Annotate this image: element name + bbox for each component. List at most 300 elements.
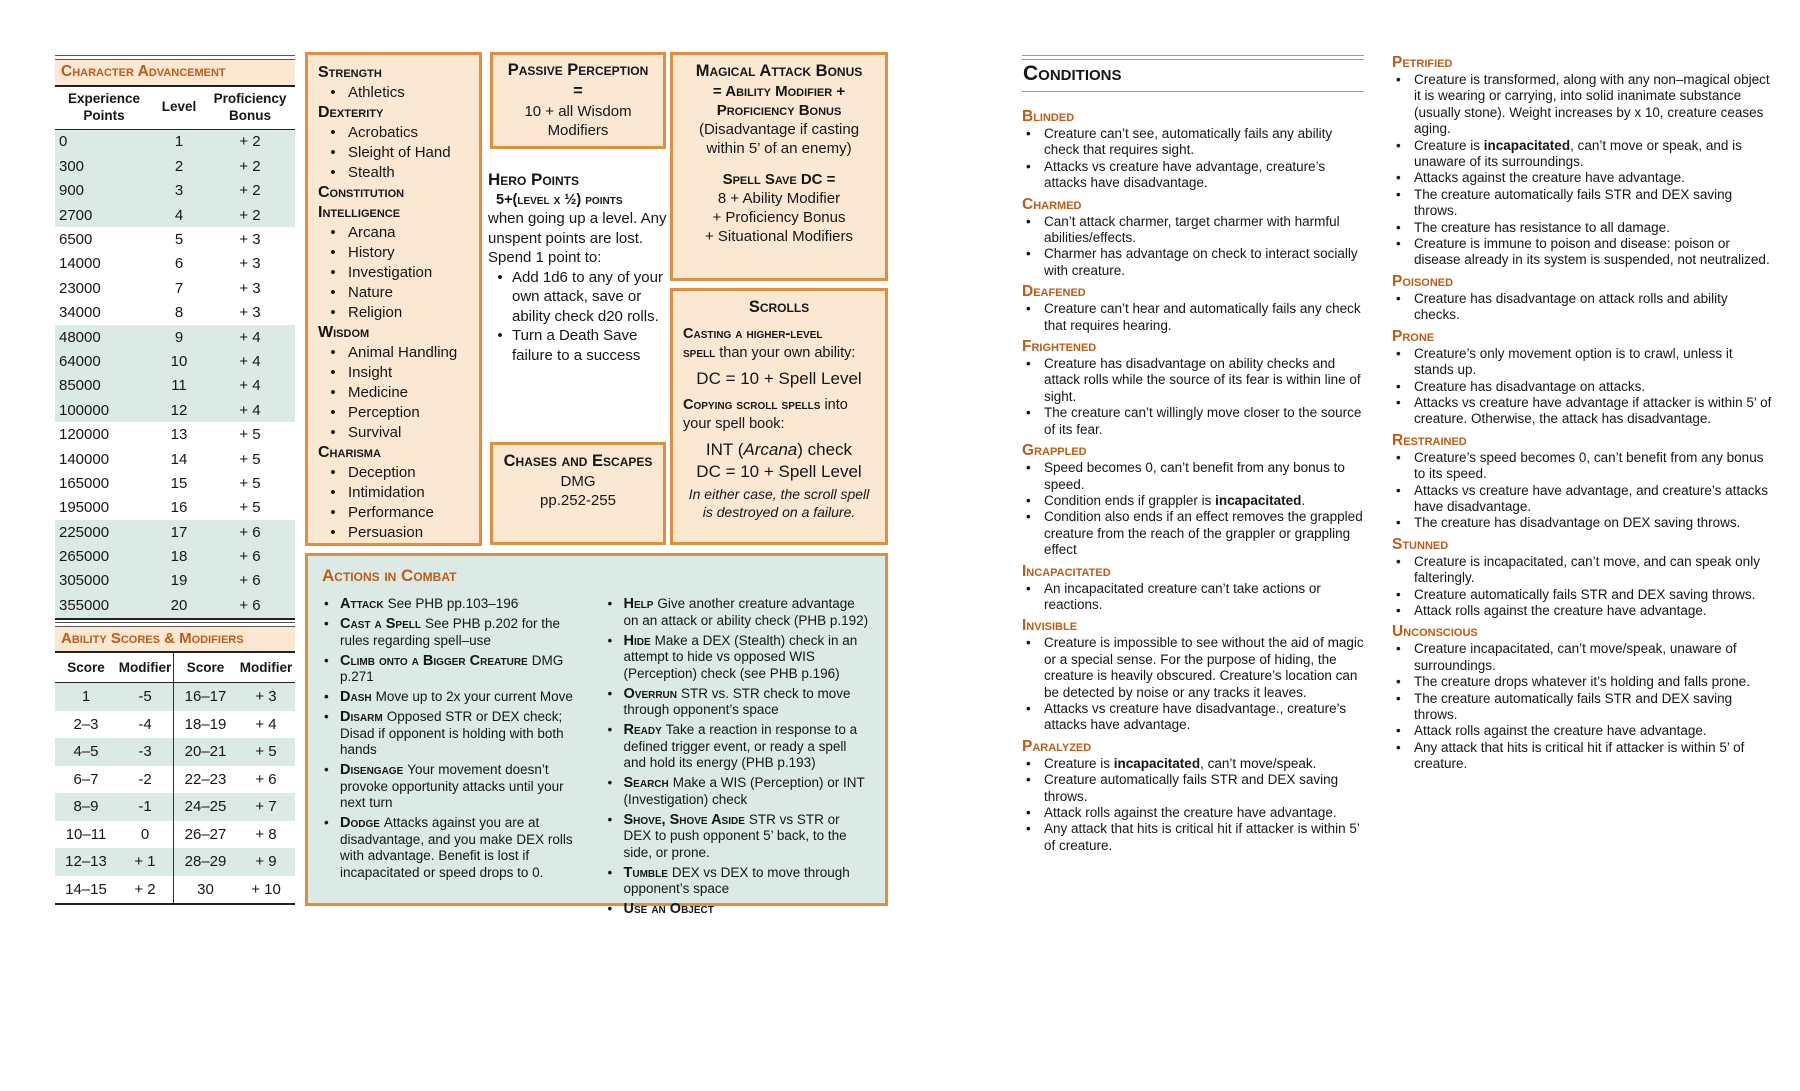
- condition-name: Grappled: [1022, 442, 1087, 460]
- action-text: [340, 815, 588, 881]
- condition-bullet-text: Creature is immune to poison and disease: poison or disease already in its system is suspended, not neutralized.: [1414, 236, 1770, 268]
- bullet-icon: •: [330, 144, 336, 161]
- bullet-icon: •: [1026, 821, 1031, 837]
- skill-label: Perception: [348, 404, 420, 421]
- character-advancement-panel: [55, 55, 295, 620]
- cell: 9: [174, 328, 184, 346]
- condition-bullet-text: Creature is transformed, along with any non–magical object it is wearing or carrying, into solid inanimate substance (usually stone). Weight increases by x 10, creature ceases aging.: [1414, 72, 1770, 137]
- skill-label: Acrobatics: [348, 124, 419, 141]
- table-row: [55, 130, 295, 154]
- skill-label: Insight: [348, 364, 393, 381]
- cell: 100000: [59, 401, 110, 419]
- bullet-icon: •: [1026, 356, 1031, 372]
- cell: 23000: [59, 279, 101, 297]
- condition-bullet: [1392, 346, 1772, 379]
- table-row: [55, 300, 295, 324]
- cell: 17: [170, 523, 188, 541]
- bullet-icon: •: [330, 344, 336, 361]
- skill-item: [318, 263, 473, 283]
- condition-bullet: [1392, 515, 1772, 531]
- condition-name: Incapacitated: [1022, 562, 1111, 580]
- action-desc: See PHB p.202 for the rules regarding spell–use: [340, 616, 561, 648]
- action-text: [340, 653, 588, 686]
- bullet-icon: •: [607, 775, 613, 790]
- cell: + 2: [134, 880, 156, 898]
- cell: 7: [174, 279, 184, 297]
- action-desc: Attacks against you are at disadvantage, and you make DEX rolls with advantage. Benefit is lost if incapacitated or speed drops to 0.: [340, 815, 573, 880]
- hero-points-panel: [488, 170, 670, 365]
- table-header: [55, 87, 295, 130]
- bullet-icon: •: [607, 685, 613, 701]
- skill-label: History: [348, 244, 395, 261]
- action-item: [606, 686, 872, 719]
- cell: + 6: [239, 548, 261, 566]
- condition-bullet: [1392, 554, 1772, 587]
- cell: 0: [140, 825, 150, 843]
- cell: + 6: [239, 572, 261, 590]
- condition-bullet-text: An incapacitated creature can’t take actions or reactions.: [1044, 580, 1321, 612]
- condition-bullet-text: Creature’s speed becomes 0, can’t benefit from any bonus to its speed.: [1414, 449, 1764, 482]
- bullet-icon: •: [1396, 170, 1401, 186]
- bullet-icon: •: [1396, 674, 1401, 690]
- bullet-icon: •: [1026, 580, 1031, 596]
- skill-item: [318, 423, 473, 443]
- magical-attack-caveat: (Disadvantage if casting within 5’ of an enemy): [698, 121, 860, 157]
- condition-bullet-text: Creature automatically fails STR and DEX saving throws.: [1414, 586, 1756, 602]
- ability-name: Intelligence: [318, 204, 401, 221]
- condition-bullet: [1392, 72, 1772, 138]
- condition-bullet-text: Creature can’t hear and automatically fails any check that requires hearing.: [1044, 301, 1361, 333]
- table-row: [55, 276, 295, 300]
- scrolls-panel: [670, 288, 888, 545]
- action-item: [322, 689, 588, 706]
- action-item: [606, 596, 872, 629]
- cell: 85000: [59, 377, 101, 395]
- hero-points-list: [488, 268, 670, 366]
- cell: 14000: [59, 255, 101, 273]
- condition-name: Restrained: [1392, 431, 1467, 449]
- action-desc: DEX vs DEX to move through opponent’s space: [623, 864, 850, 896]
- cell: -5: [138, 688, 152, 706]
- table-row: [55, 252, 295, 276]
- cell: 900: [59, 182, 85, 200]
- condition-bullet: [1392, 587, 1772, 603]
- chases-book: DMG: [560, 473, 596, 490]
- bullet-icon: •: [1026, 492, 1031, 508]
- bullet-icon: •: [607, 632, 613, 648]
- bullet-icon: •: [330, 524, 336, 541]
- conditions-column-1: [1022, 104, 1364, 854]
- actions-column-2: [606, 596, 872, 921]
- cell: 265000: [59, 548, 110, 566]
- skill-label: Sleight of Hand: [348, 144, 451, 161]
- cell: + 2: [239, 206, 261, 224]
- condition-bullet: [1392, 674, 1772, 690]
- action-item: [606, 633, 872, 683]
- bullet-icon: •: [1026, 805, 1031, 820]
- skill-label: Nature: [348, 284, 394, 301]
- condition-bullet: [1392, 723, 1772, 739]
- action-term: Disengage: [340, 762, 404, 778]
- cell: 19: [170, 572, 188, 590]
- skill-item: [318, 143, 473, 163]
- ability-scores-title: Ability Scores & Modifiers: [55, 627, 295, 653]
- bullet-icon: •: [330, 124, 336, 141]
- cell: 14–15: [65, 880, 107, 898]
- cell: 1: [81, 688, 91, 706]
- condition-bullet: [1022, 509, 1364, 558]
- condition-bullet: [1022, 301, 1364, 334]
- cell: 300: [59, 157, 85, 175]
- condition-name: Stunned: [1392, 535, 1449, 553]
- skill-label: Intimidation: [348, 484, 425, 501]
- table-row: [55, 154, 295, 178]
- table-row: [55, 876, 295, 904]
- condition-name: Frightened: [1022, 338, 1097, 356]
- condition-bullet: [1022, 159, 1364, 192]
- skill-item: [318, 123, 473, 143]
- cell: + 7: [255, 798, 277, 816]
- skill-item: [318, 223, 473, 243]
- cell: 34000: [59, 304, 101, 322]
- column-header: Proficiency Bonus: [213, 91, 287, 123]
- magical-attack-title: Magical Attack Bonus: [695, 62, 863, 80]
- scrolls-copying-rest: into your spell book:: [683, 397, 848, 432]
- chases-pages: pp.252-255: [540, 492, 616, 509]
- bullet-icon: •: [1026, 301, 1031, 317]
- skill-label: Arcana: [348, 224, 396, 241]
- skill-label: Athletics: [348, 84, 405, 101]
- condition-bullet-text: Attacks against the creature have advantage.: [1414, 170, 1685, 186]
- hero-points-formula: 5+(level x ½) points: [496, 192, 623, 208]
- table-row: [55, 738, 295, 766]
- table-header: [55, 653, 295, 683]
- bullet-icon: •: [330, 484, 336, 501]
- condition-bullet-text: Creature’s only movement option is to crawl, unless it stands up.: [1414, 345, 1733, 378]
- action-term: Dash: [340, 689, 372, 705]
- condition-bullet: [1392, 483, 1772, 516]
- action-text: [624, 686, 872, 719]
- table-row: [55, 593, 295, 617]
- condition-bullet: [1392, 395, 1772, 428]
- bullet-icon: •: [330, 284, 336, 301]
- ability-name: Dexterity: [318, 104, 384, 121]
- cell: + 4: [239, 401, 261, 419]
- spell-save-line: + Proficiency Bonus: [712, 209, 846, 226]
- table-row: [55, 325, 295, 349]
- cell: + 6: [255, 770, 277, 788]
- condition-bullet: [1022, 805, 1364, 821]
- bullet-icon: •: [324, 652, 329, 668]
- condition-bullet-text: Creature has disadvantage on ability checks and attack rolls while the source of its fear is within line of sight.: [1044, 356, 1361, 404]
- cell: + 2: [239, 182, 261, 200]
- table-row: [55, 349, 295, 373]
- cell: + 4: [255, 715, 277, 733]
- abilities-skills-panel: [305, 52, 482, 546]
- action-item: [322, 815, 588, 881]
- bullet-icon: •: [607, 864, 613, 880]
- cell: 195000: [59, 499, 110, 517]
- action-term: Shove, Shove Aside: [623, 811, 745, 828]
- condition-bullet-text: Attack rolls against the creature have advantage.: [1414, 723, 1707, 739]
- cell: 18: [170, 548, 188, 566]
- cell: -1: [138, 798, 152, 816]
- rule: [55, 903, 295, 905]
- condition-bullet-text: Attacks vs creature have advantage if attacker is within 5’ of creature. Otherwise, the attack has disadvantage.: [1414, 394, 1772, 427]
- bullet-icon: •: [324, 815, 329, 830]
- table-row: [55, 179, 295, 203]
- chases-escapes-panel: [490, 442, 666, 545]
- condition-name: Prone: [1392, 327, 1435, 345]
- cell: 8: [174, 304, 184, 322]
- cell: 165000: [59, 474, 110, 492]
- cell: 120000: [59, 426, 110, 444]
- condition-bullet: [1022, 635, 1364, 701]
- magical-attack-modifier-line: = Ability Modifier + Proficiency Bonus: [712, 83, 846, 119]
- condition-bullet: [1022, 701, 1364, 734]
- ability-name: Wisdom: [318, 324, 370, 341]
- skill-label: Religion: [348, 304, 403, 321]
- condition-bullet-text: Speed becomes 0, can’t benefit from any bonus to speed.: [1044, 460, 1345, 492]
- cell: + 3: [239, 231, 261, 248]
- action-term: Tumble: [623, 864, 668, 881]
- cell: 305000: [59, 572, 110, 590]
- cell: 20–21: [173, 738, 237, 766]
- table-row: [55, 848, 295, 876]
- skill-item: [318, 283, 473, 303]
- spell-save-title: Spell Save DC =: [722, 171, 836, 188]
- ability-scores-panel: [55, 622, 295, 905]
- hero-points-text: when going up a level. Any unspent points are lost.: [488, 210, 667, 247]
- cell: -3: [138, 743, 152, 761]
- skill-item: [318, 383, 473, 403]
- bullet-icon: •: [324, 596, 329, 611]
- cell: 1: [174, 133, 184, 151]
- bullet-icon: •: [1396, 72, 1401, 87]
- conditions-column-2: [1392, 50, 1772, 773]
- condition-bullet: [1392, 691, 1772, 724]
- scrolls-casting-dc: DC = 10 + Spell Level: [696, 369, 862, 388]
- action-text: [340, 616, 588, 649]
- action-item: [606, 775, 872, 808]
- bullet-icon: •: [1026, 405, 1031, 421]
- cell: 4–5: [73, 743, 99, 761]
- condition-bullet: [1392, 187, 1772, 220]
- bullet-icon: •: [1396, 515, 1401, 531]
- bullet-icon: •: [1396, 394, 1401, 410]
- bullet-icon: •: [330, 244, 336, 261]
- skill-item: [318, 303, 473, 323]
- action-term: Climb onto a Bigger Creature: [340, 652, 528, 669]
- column-header: Score: [173, 653, 237, 682]
- condition-name: Blinded: [1022, 108, 1075, 125]
- cell: 22–23: [173, 766, 237, 794]
- bullet-icon: •: [1026, 772, 1031, 788]
- condition-bullet-text: Creature has disadvantage on attacks.: [1414, 378, 1646, 394]
- skill-item: [318, 243, 473, 263]
- table-row: [55, 821, 295, 849]
- action-item: [322, 709, 588, 759]
- action-item: [322, 596, 588, 613]
- skill-label: Stealth: [348, 164, 395, 181]
- condition-bullet: [1392, 450, 1772, 483]
- condition-name: Paralyzed: [1022, 737, 1092, 755]
- passive-perception-body: 10 + all Wisdom Modifiers: [524, 103, 632, 139]
- passive-perception-panel: [490, 52, 666, 149]
- condition-name: Invisible: [1022, 617, 1078, 635]
- chases-escapes-title: Chases and Escapes: [503, 452, 653, 470]
- cell: 6: [174, 255, 184, 273]
- bullet-icon: •: [330, 464, 336, 481]
- bullet-icon: •: [1396, 723, 1401, 739]
- condition-bullet-text: Attacks vs creature have advantage, creature’s attacks have disadvantage.: [1044, 158, 1326, 191]
- cell: + 6: [239, 596, 261, 614]
- hero-points-text: Spend 1 point to:: [488, 249, 602, 266]
- condition-bullet-text: Creature automatically fails STR and DEX saving throws.: [1044, 772, 1339, 804]
- ability-name: Strength: [318, 64, 382, 81]
- bullet-icon: •: [1396, 236, 1401, 252]
- cell: 28–29: [173, 848, 237, 876]
- bullet-icon: •: [1026, 460, 1031, 476]
- cell: 18–19: [173, 711, 237, 739]
- bullet-icon: •: [330, 264, 336, 281]
- skill-item: [318, 403, 473, 423]
- cell: + 4: [239, 328, 261, 346]
- bullet-icon: •: [330, 404, 336, 421]
- condition-bullet-text: Creature incapacitated, can’t move/speak, unaware of surroundings.: [1414, 641, 1737, 673]
- condition-bullet-text: Creature is incapacitated, can’t move/speak.: [1044, 755, 1317, 771]
- bullet-icon: •: [1396, 219, 1401, 235]
- condition-bullet-text: Attacks vs creature have advantage, and creature’s attacks have disadvantage.: [1414, 482, 1768, 514]
- condition-bullet-text: Attacks vs creature have disadvantage., creature’s attacks have advantage.: [1044, 700, 1347, 733]
- copy-check-post: ) check: [797, 440, 853, 459]
- condition-bullet: [1392, 220, 1772, 236]
- magical-attack-panel: [670, 52, 888, 281]
- cell: 6500: [59, 231, 93, 248]
- table-row: [55, 496, 295, 520]
- bullet-icon: •: [330, 364, 336, 381]
- action-item: [606, 812, 872, 862]
- skill-item: [318, 523, 473, 543]
- skill-label: Animal Handling: [348, 344, 458, 361]
- bullet-icon: •: [330, 164, 336, 181]
- table-row: [55, 520, 295, 544]
- bullet-icon: •: [1396, 449, 1401, 465]
- table-row: [55, 683, 295, 711]
- condition-bullet: [1392, 138, 1772, 171]
- bullet-icon: •: [330, 504, 336, 521]
- cell: 26–27: [173, 821, 237, 849]
- condition-name: Petrified: [1392, 54, 1453, 71]
- action-term: Attack: [340, 596, 384, 612]
- cell: + 8: [255, 825, 277, 843]
- cell: 5: [174, 231, 184, 248]
- condition-bullet-text: Any attack that hits is critical hit if attacker is within 5’ of creature.: [1044, 821, 1360, 853]
- action-desc: DMG p.271: [340, 652, 564, 684]
- bullet-icon: •: [497, 327, 503, 344]
- condition-bullet-text: Attack rolls against the creature have advantage.: [1414, 602, 1707, 618]
- bullet-icon: •: [1396, 602, 1401, 618]
- table-row: [55, 227, 295, 251]
- skill-item: [318, 163, 473, 183]
- action-desc: Make a DEX (Stealth) check in an attempt to hide vs opposed WIS (Perception) check (see PHB p.196): [623, 632, 858, 681]
- cell: 4: [174, 206, 184, 224]
- bullet-icon: •: [1396, 482, 1401, 498]
- table-row: [55, 374, 295, 398]
- scrolls-title: Scrolls: [748, 298, 810, 316]
- action-text: [340, 709, 588, 759]
- conditions-title: Conditions: [1022, 60, 1364, 92]
- cell: -2: [138, 770, 152, 788]
- action-term: Dodge: [340, 815, 380, 831]
- scrolls-copy-check: [683, 440, 875, 460]
- condition-bullet: [1022, 214, 1364, 247]
- bullet-icon: •: [607, 811, 613, 827]
- column-header: Modifier: [239, 660, 293, 675]
- cell: 15: [170, 474, 188, 492]
- cell: 2–3: [73, 715, 99, 733]
- bullet-icon: •: [1026, 700, 1031, 716]
- bullet-icon: •: [324, 762, 329, 777]
- bullet-icon: •: [1396, 690, 1401, 706]
- copy-check-pre: INT (: [705, 440, 744, 459]
- action-term: Cast a Spell: [340, 616, 421, 632]
- bullet-icon: •: [1026, 126, 1031, 141]
- cell: + 5: [239, 450, 261, 468]
- cell: + 5: [255, 743, 277, 761]
- cell: 13: [170, 426, 188, 444]
- cell: 8–9: [73, 798, 99, 816]
- action-item: [606, 865, 872, 898]
- action-desc: STR vs STR or DEX to push opponent 5’ back, to the side, or prone.: [623, 811, 847, 860]
- action-term: Hide: [623, 632, 651, 649]
- action-term: Help: [623, 596, 654, 612]
- action-desc: STR vs. STR check to move through opponent’s space: [623, 685, 851, 717]
- scrolls-casting-text: [683, 325, 875, 362]
- hero-points-title: Hero Points: [488, 170, 580, 189]
- cell: + 3: [239, 304, 261, 322]
- condition-bullet: [1022, 821, 1364, 854]
- bullet-icon: •: [324, 709, 329, 724]
- bullet-icon: •: [1396, 378, 1401, 394]
- action-text: [340, 689, 573, 706]
- rule: [55, 618, 295, 620]
- action-desc: Make a WIS (Perception) or INT (Investigation) check: [623, 775, 865, 807]
- skill-item: [318, 83, 473, 103]
- bullet-icon: •: [1396, 137, 1401, 153]
- table-row: [55, 793, 295, 821]
- bullet-icon: •: [1026, 213, 1031, 229]
- table-row: [55, 711, 295, 739]
- condition-bullet-text: The creature automatically fails STR and DEX saving throws.: [1414, 186, 1733, 219]
- condition-bullet-text: Can’t attack charmer, target charmer with harmful abilities/effects.: [1044, 213, 1340, 246]
- condition-bullet-text: The creature can’t willingly move closer to the source of its fear.: [1044, 405, 1362, 437]
- cell: + 2: [239, 133, 261, 151]
- actions-in-combat-panel: [305, 553, 888, 917]
- condition-bullet-text: The creature has disadvantage on DEX saving throws.: [1414, 515, 1741, 531]
- table-body: [55, 683, 295, 903]
- bullet-icon: •: [1396, 290, 1401, 306]
- action-term: Ready: [623, 722, 662, 738]
- cell: 20: [170, 596, 188, 614]
- action-desc: See PHB pp.103–196: [387, 596, 519, 611]
- bullet-icon: •: [324, 689, 329, 704]
- action-desc: Your movement doesn’t provoke opportunity attacks until your next turn: [340, 762, 564, 810]
- cell: 10: [170, 352, 188, 370]
- condition-bullet: [1392, 603, 1772, 619]
- cell: 2700: [59, 206, 93, 224]
- skill-label: Medicine: [348, 384, 409, 401]
